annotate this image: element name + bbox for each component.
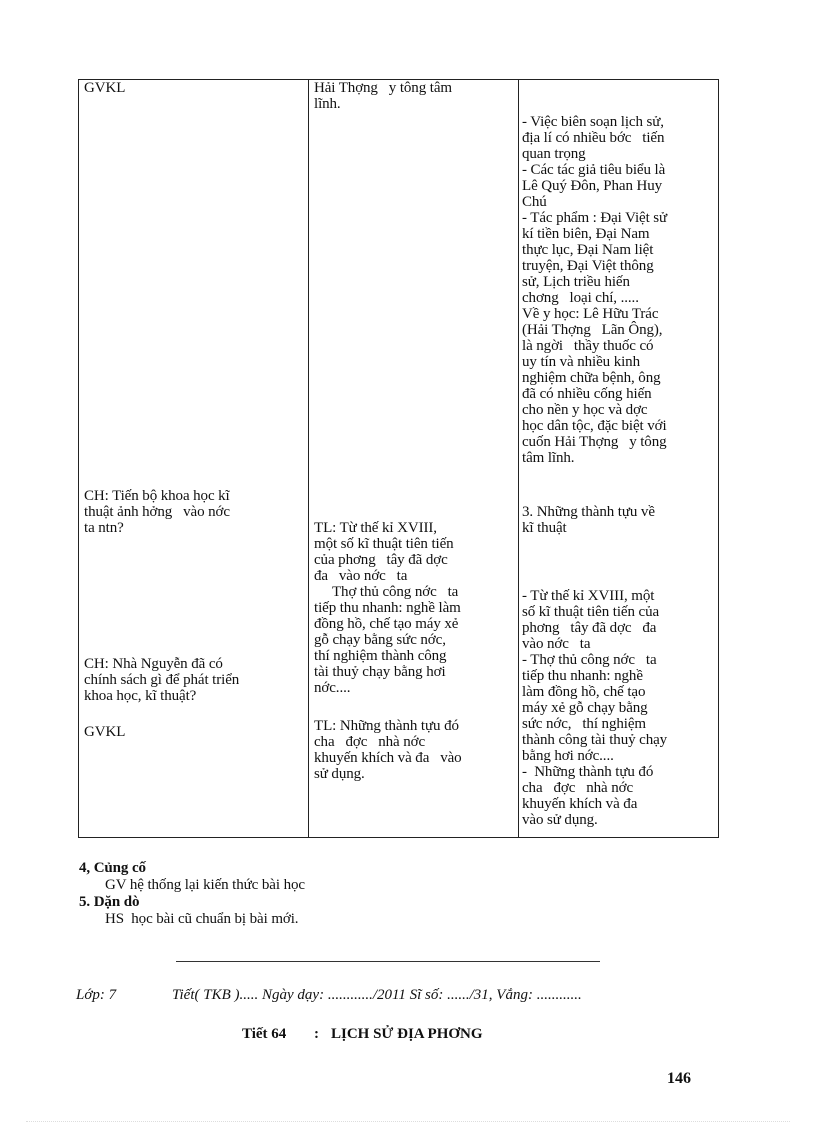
lesson-title: LỊCH SỬ ĐỊA PHƠNG [331,1026,483,1042]
question-tech-progress: CH: Tiến bộ khoa học kĩ thuật ảnh hởng vào nớc ta ntn? [84,488,230,536]
teacher-conclusion-top: GVKL [84,80,126,96]
teacher-conclusion-bottom: GVKL [84,724,126,740]
page-bottom-border [26,1121,790,1122]
answer-top: Hải Thợng y tông tâm lĩnh. [314,80,452,112]
answer-tech: TL: Từ thế kỉ XVIII, một số kĩ thuật tiên tiến của phơng tây đã dợc đa vào nớc ta Thợ thủ công nớc ta tiếp thu nhanh: nghề làm đồng hồ, chế tạo máy xẻ gỗ chạy bằng sức nớc, thí nghiệm thành công tài thuỷ chạy bằng hơi nớc.... [314,520,461,696]
notes-historiography: - Việc biên soạn lịch sử, địa lí có nhiều bớc tiến quan trọng - Các tác giả tiêu biểu là Lê Quý Đôn, Phan Huy Chú - Tác phẩm : Đại Việt sử kí tiền biên, Đại Nam thực lục, Đại Nam liệt truyện, Đại Việt thông sử, Lịch triều hiến chơng loại chí, ..... Về y học: Lê Hữu Trác (Hải Thợng Lãn Ông), là ngời thầy thuốc có uy tín và nhiều kinh nghiệm chữa bệnh, ông đã có nhiều cống hiến cho nền y học và dợc học dân tộc, đặc biệt với cuốn Hải Thợng y tông tâm lĩnh. [522,114,668,466]
column-divider-1 [308,80,309,837]
separator-rule [176,961,600,962]
column-divider-2 [518,80,519,837]
section-4-heading: 4, Củng cố [79,860,146,876]
section-4-text: GV hệ thống lại kiến thức bài học [105,877,305,893]
lesson-number: Tiết 64 [242,1026,287,1042]
section-5-heading: 5. Dặn dò [79,894,140,910]
page-number: 146 [667,1070,691,1087]
lesson-schedule-info: Tiết( TKB )..... Ngày dạy: ............/2011 Sĩ số: ....../31, Vắng: ............ [172,987,582,1003]
notes-tech: - Từ thế kỉ XVIII, một số kĩ thuật tiên tiến của phơng tây đã dợc đa vào nớc ta - Thợ thủ công nớc ta tiếp thu nhanh: nghề làm đồng hồ, chế tạo máy xẻ gỗ chạy bằng sức nớc, thí nghiệm thành công tài thuỷ chạy bằng hơi nớc.... - Những thành tựu đó cha đợc nhà nớc khuyến khích và đa vào sử dụng. [522,588,668,828]
lesson-title-separator: : [314,1026,319,1042]
class-label: Lớp: 7 [76,987,117,1003]
section-5-text: HS học bài cũ chuẩn bị bài mới. [105,911,299,927]
question-nguyen-policy: CH: Nhà Nguyễn đã có chính sách gì để phát triển khoa học, kĩ thuật? [84,656,240,704]
heading-tech-achievements: 3. Những thành tựu về kĩ thuật [522,504,655,536]
answer-achievements: TL: Những thành tựu đó cha đợc nhà nớc khuyến khích và đa vào sử dụng. [314,718,462,782]
